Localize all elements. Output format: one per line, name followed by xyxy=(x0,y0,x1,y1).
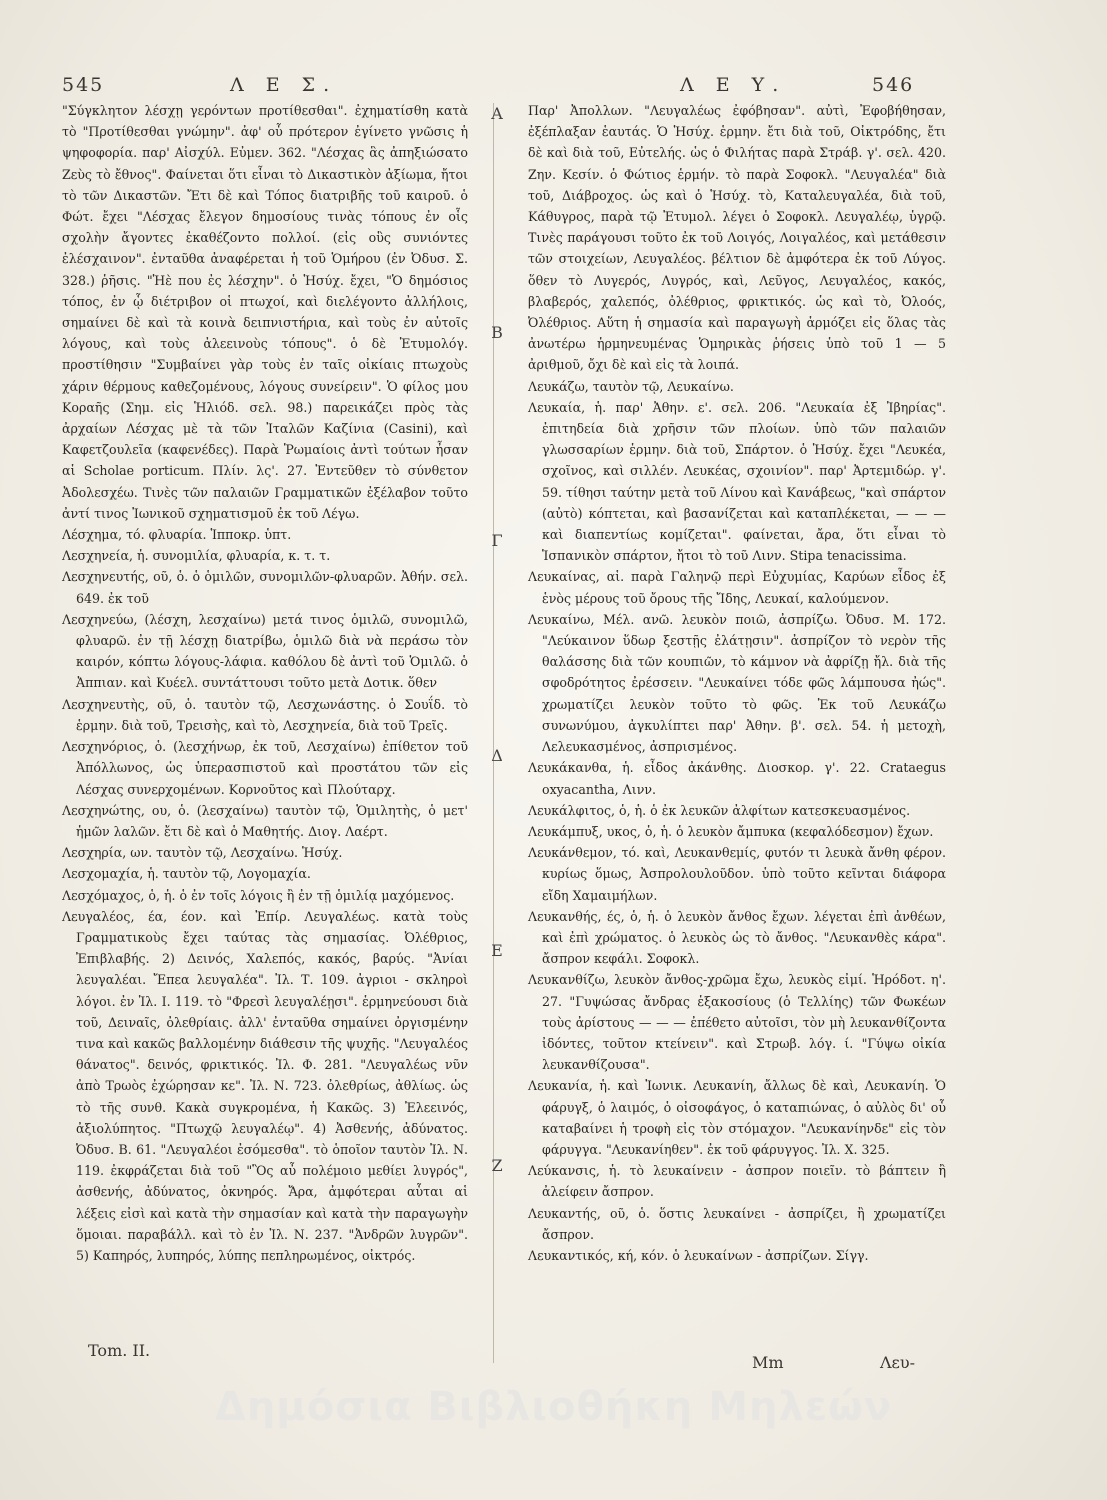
section-marker: Δ xyxy=(491,746,503,765)
entry: Λεσχόμαχος, ὁ, ἡ. ὁ ἐν τοῖς λόγοις ἢ ἐν τῇ ὁμιλίᾳ μαχόμενος. xyxy=(62,887,455,903)
section-marker: Ε xyxy=(491,941,503,960)
entry: Λευκαία, ἡ. παρ' Ἀθην. ε'. σελ. 206. "Λευκαία ἐξ Ἰβηρίας". ἐπιτηδεία διὰ χρῆσιν τῶν πλοίων. ὑπὸ τῶν παλαιῶν γλωσσαρίων ἑρμην. διὰ τοῦ, Σπάρτον. ὁ Ἡσύχ. ἔχει "Λευκέα, σχοῖνος, καὶ σιλλέν. Λευκέας, σχοινίον". παρ' Ἀρτεμιδώρ. γ'. 59. τίθησι ταύτην μετὰ τοῦ Λίνου καὶ Κανάβεως, "καὶ σπάρτον (αὐτὸ) κόπτεται, καὶ βασανίζεται καὶ καταπλέκεται, — — — καὶ διαπεντίως κομίζεται". φαίνεται, ἄρα, ὅτι εἶναι τὸ Ἱσπανικὸν σπάρτον, ἤτοι τὸ τοῦ Λινν. Stipa tenacissima. xyxy=(528,399,946,564)
entry: Λευκάκανθα, ἡ. εἶδος ἀκάνθης. Διοσκορ. γ'. 22. Crataegus oxyacantha, Λινν. xyxy=(528,760,946,797)
entry: Λέσχημα, τό. φλυαρία. Ἱπποκρ. ὑπτ. xyxy=(62,527,292,543)
section-marker: Γ xyxy=(491,531,503,550)
left-running-head: Λ Ε Σ. xyxy=(230,74,338,96)
entry: Λεσχηνευτὴς, οῦ, ὁ. ταυτὸν τῷ, Λεσχωνάστης. ὁ Σουΐδ. τὸ ἑρμην. διὰ τοῦ, Τρεισὴς, καὶ τὸ, Λεσχηνεία, διὰ τοῦ Τρεῖς. xyxy=(62,696,468,733)
right-page-number: 546 xyxy=(872,74,915,96)
entry: Λεσχηνόριος, ὁ. (λεσχήνωρ, ἐκ τοῦ, Λεσχαίνω) ἐπίθετον τοῦ Ἀπόλλωνος, ὡς ὑπερασπιστοῦ καὶ προστάτου τῶν εἰς Λέσχας συνερχομένων. Κορνοῦτος καὶ Πλούταρχ. xyxy=(62,739,468,797)
section-marker: Α xyxy=(491,104,503,123)
signature-mark: Mm xyxy=(752,1353,784,1372)
entry: Λευκανθής, ές, ὁ, ἡ. ὁ λευκὸν ἄνθος ἔχων. λέγεται ἐπὶ ἀνθέων, καὶ ἐπὶ χρώματος. ὁ λευκὸς ὡς τὸ ἄνθος. "Λευκανθὲς κάρα". ἄσπρον κεφάλι. Σοφοκλ. xyxy=(528,908,946,967)
left-page-number: 545 xyxy=(62,74,105,96)
entry: Λευκαντικός, κή, κόν. ὁ λευκαίνων - ἀσπρίζων. Σίγγ. xyxy=(528,1247,869,1263)
entry: Λεσχομαχία, ἡ. ταυτὸν τῷ, Λογομαχία. xyxy=(62,866,311,882)
section-marker: Ζ xyxy=(491,1156,503,1175)
entry: Λευκάζω, ταυτὸν τῷ, Λευκαίνω. xyxy=(528,378,734,394)
entry: Λευκάνθεμον, τό. καὶ, Λευκανθεμίς, φυτόν τι λευκὰ ἄνθη φέρον. κυρίως ὅμως, Ἀσπρολουλοῦδον. ὑπὸ τοῦτο κεῖνται διάφορα εἴδη Χαμαιμήλων. xyxy=(528,845,946,903)
entry: Λευγαλέος, έα, έον. καὶ Ἐπίρ. Λευγαλέως. κατὰ τοὺς Γραμματικοὺς ἔχει ταύτας τὰς σημασίας. Ὀλέθριος, Ἐπιβλαβής. 2) Δεινός, Χαλεπός, κακός, βαρύς. "Ἀνίαι λευγαλέαι. Ἔπεα λευγαλέα". Ἰλ. Τ. 109. ἀγριοι - σκληροὶ λόγοι. ἐν Ἰλ. Ι. 119. τὸ "Φρεσὶ λευγαλέῃσι". ἑρμηνεύουσι διὰ τοῦ, Δειναῖς, ὀλεθρίαις. ἀλλ' ἐνταῦθα σημαίνει ὀργισμένην τινα καὶ κακῶς βαλλομένην διάθεσιν τῆς ψυχῆς. "Λευγαλέος θάνατος". δεινός, φρικτικός. Ἰλ. Φ. 281. "Λευγαλέως νῦν ἀπὸ Τρωὸς ἐχώρησαν κε". Ἰλ. Ν. 723. ὀλεθρίως, ἀθλίως. ὡς τὸ τῆς συνθ. Κακὰ συγκρομένα, ἡ Κακῶς. 3) Ἐλεεινός, ἀξιολύπητος. "Πτωχῷ λευγαλέῳ". 4) Ἀσθενής, ἀδύνατος. Ὀδυσ. Β. 61. "Λευγαλέοι ἐσόμεσθα". τὸ ὁποῖον ταυτὸν Ἰλ. Ν. 119. ἐκφράζεται διὰ τοῦ "Ὃς αὖ πολέμοιο μεθίει λυγρός", ἀσθενής, ἀδύνατος, ὀκνηρός. Ἄρα, ἀμφότεραι αὗται αἱ λέξεις εἰσὶ καὶ κατὰ τὴν σημασίαν καὶ κατὰ τὴν παραγωγὴν ὅμοιαι. παραβάλλ. καὶ τὸ ἐν Ἰλ. Ν. 237. "Ἀνδρῶν λυγρῶν". 5) Καπηρός, λυπηρός, λύπης πεπληρωμένος, οἰκτρός. xyxy=(62,908,468,1263)
volume-label: Tom. II. xyxy=(88,1341,151,1360)
entry: Λευκαντής, οῦ, ὁ. ὅστις λευκαίνει - ἀσπρίζει, ἢ χρωματίζει ἄσπρον. xyxy=(528,1205,946,1242)
entry: Λευκάμπυξ, υκος, ὁ, ἡ. ὁ λευκὸν ἄμπυκα (κεφαλόδεσμον) ἔχων. xyxy=(528,823,934,839)
right-running-head: Λ Ε Υ. xyxy=(680,74,787,96)
left-column xyxy=(62,100,468,1340)
catchword: Λευ- xyxy=(880,1353,915,1372)
entry: Λευκανθίζω, λευκὸν ἄνθος-χρῶμα ἔχω, λευκὸς εἰμί. Ἡρόδοτ. η'. 27. "Γυψώσας ἄνδρας ἑξακοσίους (ὁ Τελλίης) τῶν Φωκέων τοὺς ἀρίστους — — — ἐπέθετο αὐτοῖσι, τὸν μὴ λευκανθίζοντα ἰδόντες, τοῦτον κτείνειν". καὶ Στρωβ. λόγ. ί. "Γύψω οἰκία λευκανθίζουσα". xyxy=(528,972,946,1073)
entry: Λευκαίνας, αἱ. παρὰ Γαληνῷ περὶ Εὐχυμίας, Καρύων εἶδος ἐξ ἑνὸς μέρους τοῦ ὄρους τῆς Ἴδης, Λευκαί, καλούμενον. xyxy=(528,569,946,606)
library-watermark: Δημόσια Βιβλιοθήκη Μηλεών xyxy=(214,1384,893,1430)
entry: Λεσχηνεία, ἡ. συνομιλία, φλυαρία, κ. τ. τ. xyxy=(62,548,331,564)
entry: Λεσχηρία, ων. ταυτὸν τῷ, Λεσχαίνω. Ἡσύχ. xyxy=(62,845,343,861)
entry: Λεσχηνεύω, (λέσχη, λεσχαίνω) μετά τινος ὁμιλῶ, συνομιλῶ, φλυαρῶ. ἐν τῇ λέσχῃ διατρίβω, ὁμιλῶ διὰ νὰ περάσω τὸν καιρόν, κόπτω λόγους-λάφια. καθόλου δὲ ἀντὶ τοῦ Ὁμιλῶ. ὁ Ἀππιαν. καὶ Κυέελ. συντάττουσι τοῦτο μετὰ Δοτικ. ὅθεν xyxy=(62,611,468,691)
entry: Λεσχηνευτής, οῦ, ὁ. ὁ ὁμιλῶν, συνομιλῶν-φλυαρῶν. Ἀθήν. σελ. 649. ἐκ τοῦ xyxy=(62,569,468,606)
entry: Λευκαίνω, Μέλ. ανῶ. λευκὸν ποιῶ, ἀσπρίζω. Ὀδυσ. Μ. 172. "Λεύκαινον ὕδωρ ξεστῇς ἐλάτῃσιν". ἀσπρίζον τὸ νερὸν τῆς θαλάσσης διὰ τῶν κουπιῶν, τὸ κάμνον νὰ ἀφρίζῃ ἤλ. διὰ τῆς σφοδρότητος ἐρέσσειν. "Λευκαίνει τόδε φῶς λάμπουσα ἠώς". χρωματίζει λευκὸν τοῦτο τὸ φῶς. Ἐκ τοῦ Λευκάζω συνωνύμου, ἀγκυλίπτει παρ' Ἀθην. β'. σελ. 54. ἡ μετοχὴ, Λελευκασμένος, ἀσπρισμένος. xyxy=(528,611,946,755)
entry: Λευκάλφιτος, ὁ, ἡ. ὁ ἐκ λευκῶν ἀλφίτων κατεσκευασμένος. xyxy=(528,802,911,818)
entry: Λεσχηνώτης, ου, ὁ. (λεσχαίνω) ταυτὸν τῷ, Ὁμιλητὴς, ὁ μετ' ἡμῶν λαλῶν. ἔτι δὲ καὶ ὁ Μαθητής. Διογ. Λαέρτ. xyxy=(62,802,468,839)
entry: Λευκανία, ἡ. καὶ Ἰωνικ. Λευκανίη, ἄλλως δὲ καὶ, Λευκανίη. Ὁ φάρυγξ, ὁ λαιμός, ὁ οἰσοφάγος, ὁ καταπιώνας, ὁ αὐλὸς δι' οὗ καταβαίνει ἡ τροφὴ εἰς τὸν στόμαχον. "Λευκανίηνδε" εἰς τὸν φάρυγγα. "Λευκανίηθεν". ἐκ τοῦ φάρυγγος. Ἰλ. Χ. 325. xyxy=(528,1078,946,1157)
entry: Λεύκανσις, ἡ. τὸ λευκαίνειν - ἀσπρον ποιεῖν. τὸ βάπτειν ἢ ἀλείφειν ἄσπρον. xyxy=(528,1163,946,1200)
section-marker: Β xyxy=(491,323,503,342)
entry-leugaleos-continued: Παρ' Ἀπολλων. "Λευγαλέως ἐφόβησαν". αὐτὶ, Ἐφοβήθησαν, ἐξέπλαξαν ἑαυτάς. Ὁ Ἡσύχ. ἑρμην. ἔτι διὰ τοῦ, Οἰκτρόδης, ἔτι δὲ καὶ διὰ τοῦ, Εὐτελής. ὡς ὁ Φιλήτας παρὰ Στράβ. γ'. σελ. 420. Ζην. Κεσίν. ὁ Φώτιος ἑρμήν. τὸ παρὰ Σοφοκλ. "Λευγαλέα" διὰ τοῦ, Διάβροχος. ὡς καὶ ὁ Ἡσύχ. τὸ, Καταλευγαλέα, διὰ τοῦ, Κάθυγρος, παρὰ τῷ Ἐτυμολ. λέγει ὁ Σοφοκλ. Λευγαλέῳ, ὑγρῷ. Τινὲς παράγουσι τοῦτο ἐκ τοῦ Λοιγός, Λοιγαλέος, καὶ μετάθεσιν τῶν στοιχείων, Λευγαλέος. βέλτιον δὲ ἀμφότερα ἐκ τοῦ Λύγος. ὅθεν τὸ Λυγερός, Λυγρός, καὶ, Λεῦγος, Λευγαλέος, κακός, βλαβερός, χαλεπός, ὀλέθριος, φρικτικός. ὡς καὶ τὸ, Ὀλοός, Ὀλέθριος. Αὕτη ἡ σημασία καὶ παραγωγὴ ἁρμόζει εἰς ὅλας τὰς ἀνωτέρω ἡρμηνευμένας Ὁμηρικὰς ῥήσεις ὑπὸ τοῦ 1 — 5 ἀριθμοῦ, ὄχι δὲ καὶ εἰς τὰ λοιπά. xyxy=(528,103,946,373)
right-column xyxy=(528,100,946,1263)
entry-lesche-continued: "Σύγκλητον λέσχῃ γερόντων προτίθεσθαι". ἐχηματίσθη κατὰ τὸ "Προτίθεσθαι γνώμην". ἀφ' οὗ πρότερον ἐγίνετο γνῶσις ἡ ψηφοφορία. παρ' Αἰσχύλ. Εὐμεν. 362. "Λέσχας ἃς ἀπηξιώσατο Ζεὺς τὸ ἔθνος". Φαίνεται ὅτι εἶναι τὸ Δικαστικὸν ἀξίωμα, ἤτοι τὸ τῶν Δικαστῶν. Ἔτι δὲ καὶ Τόπος διατριβῆς τοῦ καιροῦ. ὁ Φώτ. ἔχει "Λέσχας ἔλεγον δημοσίους τινὰς τόπους ἐν οἷς σχολὴν ἄγοντες ἐκαθέζοντο πολλοί. (εἰς οὓς συνιόντες ἐλέσχαινον". ἐνταῦθα ἀναφέρεται ἡ τοῦ Ὁμήρου (ἐν Ὀδυσ. Σ. 328.) ῥῆσις. "Ἠὲ που ἐς λέσχην". ὁ Ἡσύχ. ἔχει, "Ὁ δημόσιος τόπος, ἐν ᾧ διέτριβον οἱ πτωχοί, καὶ διελέγοντο ἀλλήλοις, σημαίνει δὲ καὶ τὰ κοινὰ δειπνιστήρια, καὶ τοὺς ἐν αὐτοῖς λόγους, καὶ τοὺς ἀλεεινοὺς τόπους". ὁ δὲ Ἐτυμολόγ. προστίθησιν "Συμβαίνει γὰρ τοὺς ἐν ταῖς οἰκίαις πτωχοὺς χάριν θέρμους καθεζομένους, λόγους συνείρειν". Ὁ φίλος μου Κοραῆς (Σημ. εἰς Ἡλιόδ. σελ. 98.) παρεικάζει πρὸς τὰς ἀρχαίων Λέσχας μὲ τὰ τῶν Ἰταλῶν Καζίνια (Casini), καὶ Καφετζουλεῖα (καφενέδες). Παρὰ Ῥωμαίοις ἀντὶ τούτων ἦσαν αἱ Scholae porticum. Πλίν. λς'. 27. Ἐντεῦθεν τὸ σύνθετον Ἀδολεσχέω. Τινὲς τῶν παλαιῶν Γραμματικῶν ἐξέλαβον τοῦτο ἀντί τινος Ἰωνικοῦ σχηματισμοῦ ἐκ τοῦ Λέγω. xyxy=(62,103,468,521)
